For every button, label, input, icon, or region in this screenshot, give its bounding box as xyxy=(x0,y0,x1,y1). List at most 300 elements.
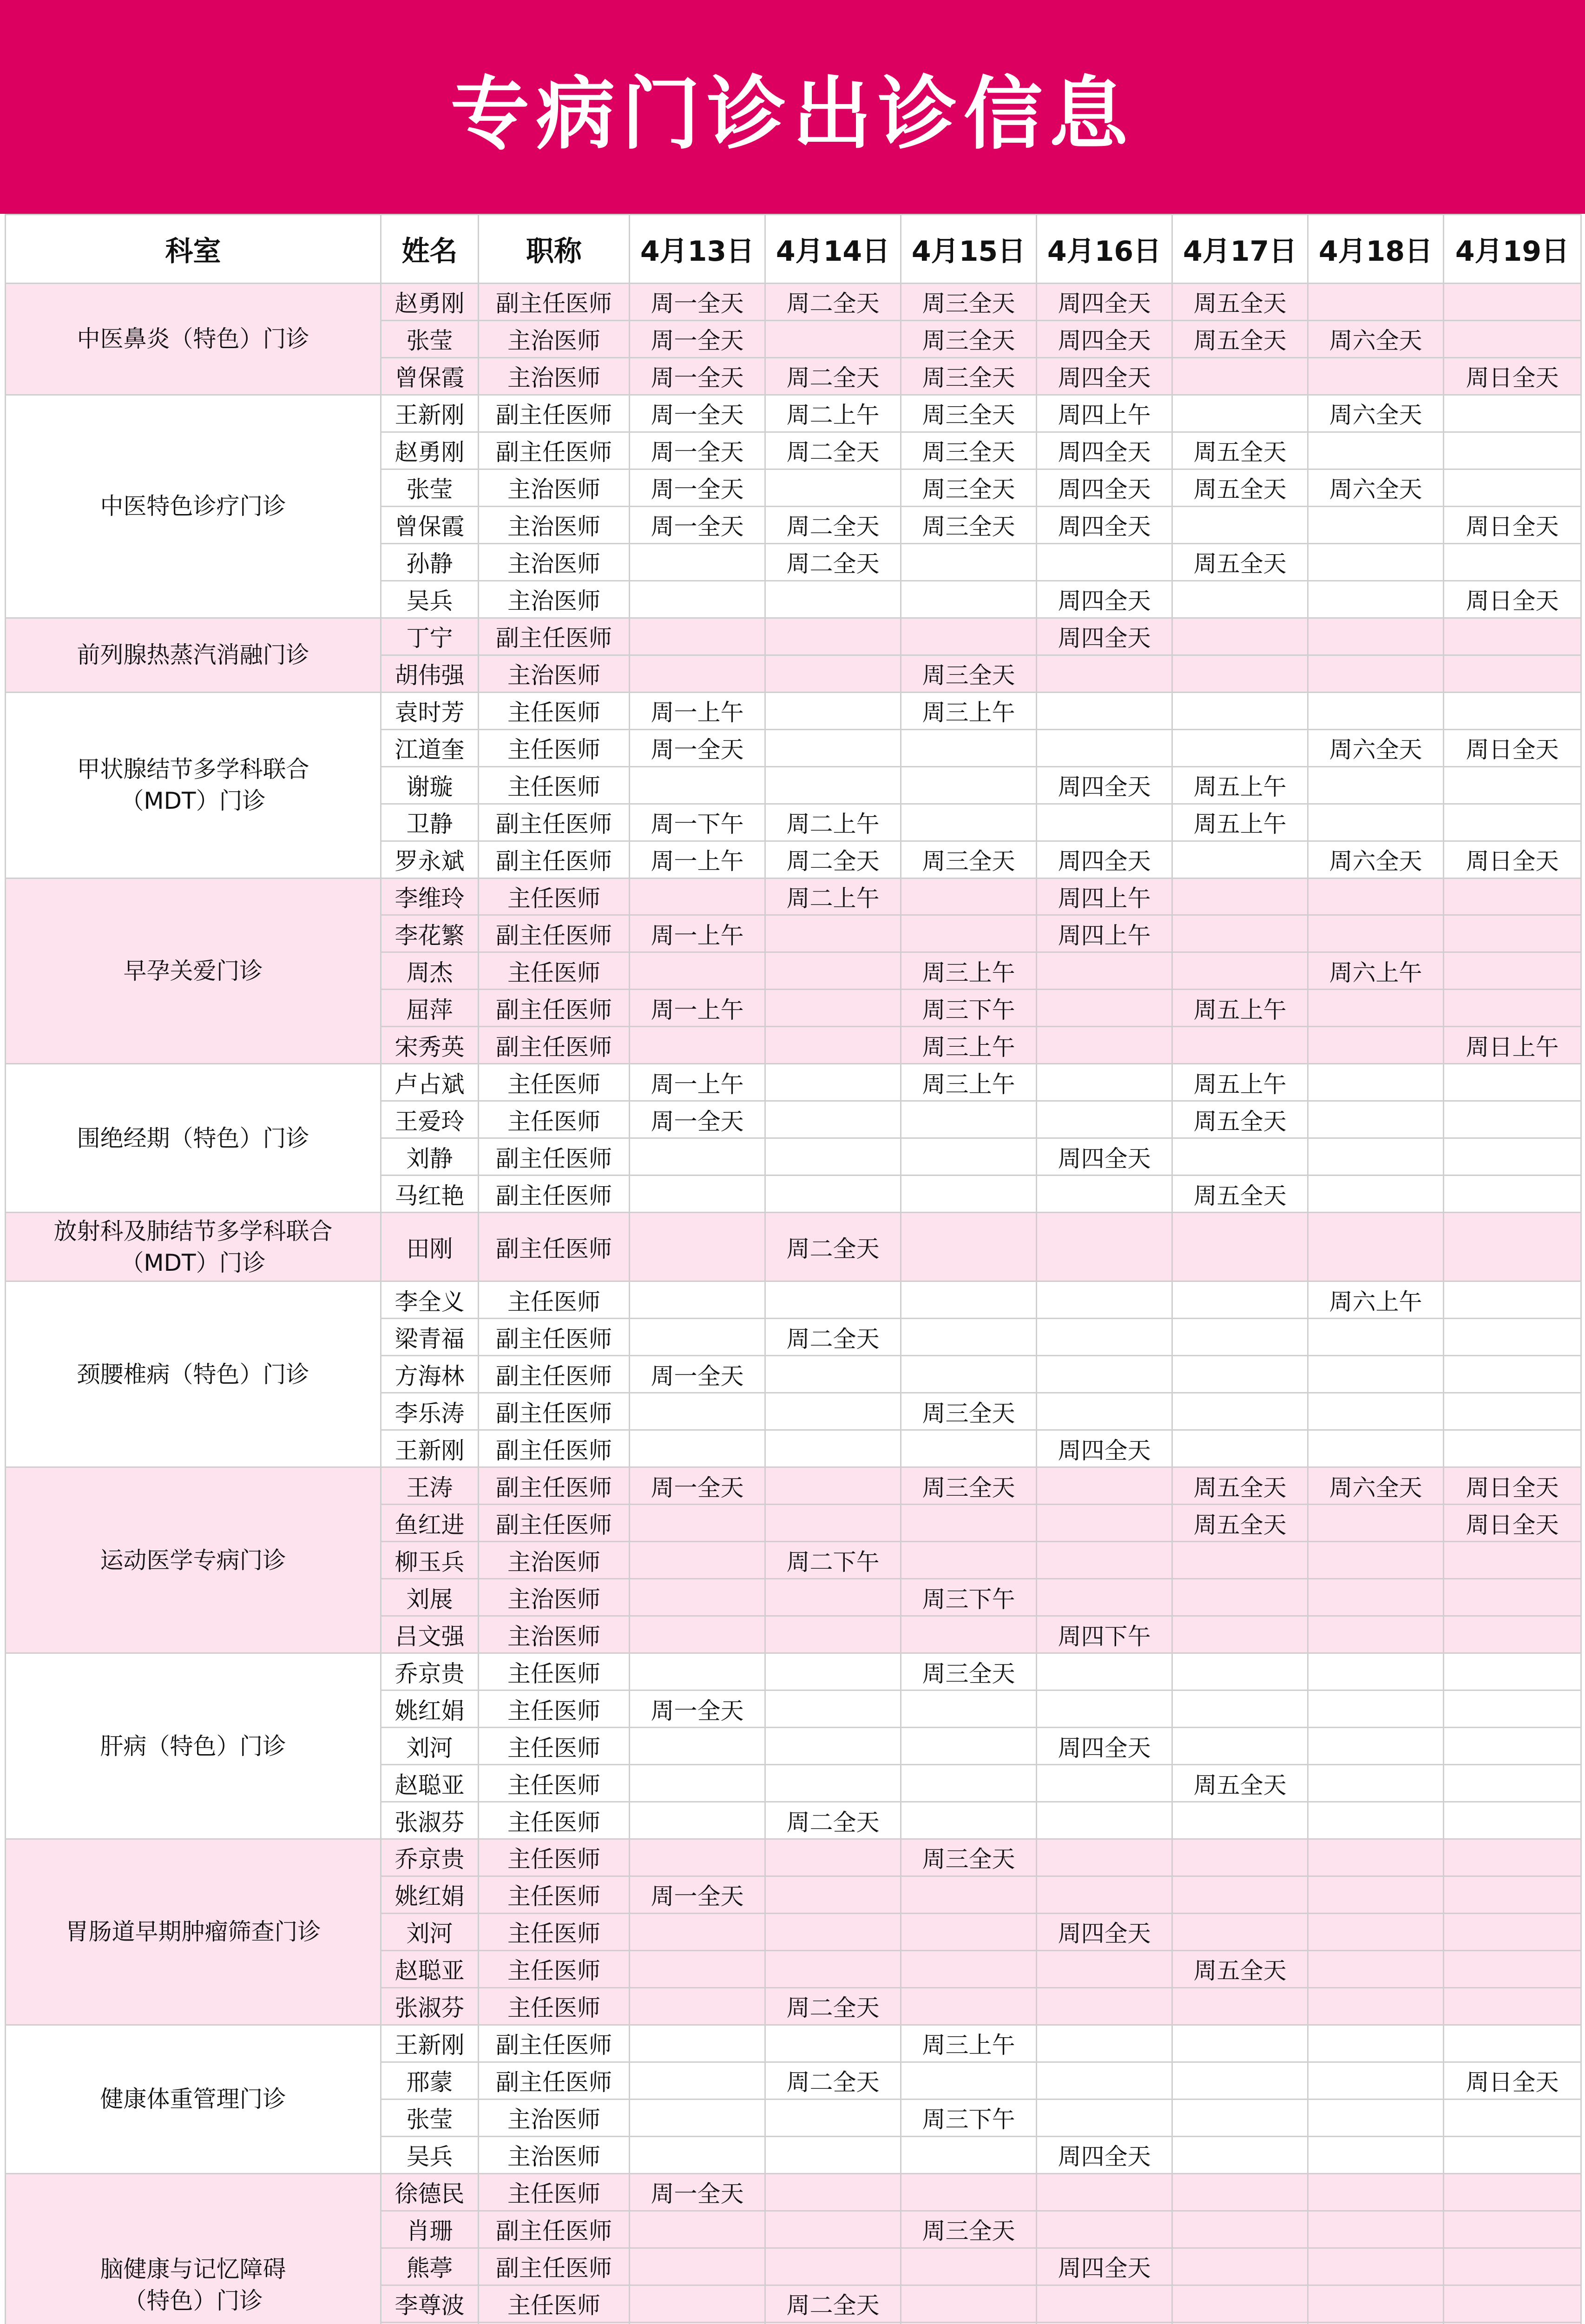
slot-cell xyxy=(630,878,765,915)
slot-cell: 周五上午 xyxy=(1172,1064,1308,1101)
doctor-title: 副主任医师 xyxy=(479,395,630,432)
slot-cell xyxy=(1037,1393,1172,1430)
slot-cell xyxy=(1037,1765,1172,1802)
slot-cell xyxy=(1444,692,1581,729)
slot-cell xyxy=(1308,284,1444,321)
slot-cell xyxy=(765,1765,901,1802)
slot-cell: 周四上午 xyxy=(1037,878,1172,915)
slot-cell xyxy=(901,1950,1037,1987)
slot-cell: 周四全天 xyxy=(1037,284,1172,321)
slot-cell: 周三全天 xyxy=(901,841,1037,878)
slot-cell: 周一上午 xyxy=(630,990,765,1027)
doctor-name: 吴兵 xyxy=(381,2136,479,2173)
doctor-name: 宋秀英 xyxy=(381,1027,479,1064)
slot-cell xyxy=(630,1802,765,1839)
slot-cell xyxy=(1172,395,1308,432)
slot-cell xyxy=(1037,804,1172,841)
slot-cell xyxy=(630,1319,765,1356)
slot-cell: 周三全天 xyxy=(901,357,1037,395)
doctor-title: 副主任医师 xyxy=(479,841,630,878)
slot-cell: 周五全天 xyxy=(1172,543,1308,581)
doctor-name: 乔京贵 xyxy=(381,1653,479,1690)
slot-cell xyxy=(901,1913,1037,1950)
slot-cell xyxy=(1444,1064,1581,1101)
slot-cell xyxy=(630,2062,765,2099)
slot-cell xyxy=(1308,1690,1444,1728)
slot-cell xyxy=(1037,1690,1172,1728)
dept-cell xyxy=(6,618,381,692)
slot-cell xyxy=(1037,1175,1172,1213)
slot-cell: 周四下午 xyxy=(1037,1616,1172,1653)
slot-cell xyxy=(901,1616,1037,1653)
slot-cell: 周一全天 xyxy=(630,1876,765,1913)
slot-cell xyxy=(630,1579,765,1616)
slot-cell xyxy=(1172,1430,1308,1467)
slot-cell xyxy=(630,1175,765,1213)
doctor-name: 赵聪亚 xyxy=(381,1765,479,1802)
slot-cell: 周一全天 xyxy=(630,729,765,766)
slot-cell xyxy=(630,1542,765,1579)
slot-cell: 周五全天 xyxy=(1172,1505,1308,1542)
slot-cell xyxy=(1444,1913,1581,1950)
slot-cell xyxy=(630,618,765,655)
slot-cell xyxy=(1308,1505,1444,1542)
slot-cell xyxy=(1308,618,1444,655)
slot-cell: 周四全天 xyxy=(1037,2136,1172,2173)
table-row xyxy=(6,2173,1581,2211)
slot-cell xyxy=(1172,357,1308,395)
slot-cell xyxy=(901,1101,1037,1138)
slot-cell: 周三下午 xyxy=(901,1579,1037,1616)
slot-cell: 周六全天 xyxy=(1308,729,1444,766)
slot-cell xyxy=(765,952,901,990)
slot-cell xyxy=(765,1027,901,1064)
slot-cell xyxy=(901,2248,1037,2285)
doctor-name: 姚红娟 xyxy=(381,1690,479,1728)
slot-cell xyxy=(1172,1319,1308,1356)
slot-cell xyxy=(765,581,901,618)
dept-cell xyxy=(6,1064,381,1213)
slot-cell: 周四全天 xyxy=(1037,506,1172,543)
doctor-name: 曾保霞 xyxy=(381,357,479,395)
slot-cell xyxy=(765,2322,901,2324)
slot-cell xyxy=(630,2211,765,2248)
slot-cell: 周三全天 xyxy=(901,1839,1037,1876)
slot-cell xyxy=(1172,506,1308,543)
slot-cell: 周二全天 xyxy=(765,543,901,581)
doctor-title: 主治医师 xyxy=(479,320,630,357)
slot-cell: 周三全天 xyxy=(901,395,1037,432)
doctor-name: 刘河 xyxy=(381,1913,479,1950)
slot-cell xyxy=(630,1281,765,1319)
slot-cell: 周四全天 xyxy=(1037,357,1172,395)
slot-cell: 周三上午 xyxy=(901,2025,1037,2062)
slot-cell xyxy=(901,2322,1037,2324)
slot-cell xyxy=(1037,655,1172,692)
slot-cell xyxy=(1308,1653,1444,1690)
slot-cell xyxy=(1444,1281,1581,1319)
slot-cell xyxy=(765,618,901,655)
slot-cell xyxy=(1444,1579,1581,1616)
slot-cell xyxy=(1308,357,1444,395)
dept-line: 颈腰椎病（特色）门诊 xyxy=(77,1360,309,1388)
slot-cell xyxy=(1444,1430,1581,1467)
slot-cell: 周日全天 xyxy=(1444,1505,1581,1542)
slot-cell xyxy=(1037,1213,1172,1281)
slot-cell xyxy=(1172,1987,1308,2025)
dept-line: 围绝经期（特色）门诊 xyxy=(77,1124,309,1152)
slot-cell xyxy=(1444,1393,1581,1430)
header-day: 4月13日 xyxy=(630,215,765,284)
slot-cell xyxy=(1308,1728,1444,1765)
slot-cell xyxy=(1172,1690,1308,1728)
slot-cell xyxy=(765,729,901,766)
slot-cell: 周日上午 xyxy=(1444,1027,1581,1064)
doctor-title: 主任医师 xyxy=(479,1839,630,1876)
doctor-title: 主任医师 xyxy=(479,2173,630,2211)
doctor-title: 副主任医师 xyxy=(479,1175,630,1213)
dept-line: 前列腺热蒸汽消融门诊 xyxy=(77,641,309,669)
slot-cell xyxy=(1444,543,1581,581)
slot-cell xyxy=(1037,2211,1172,2248)
doctor-name: 卢占斌 xyxy=(381,1064,479,1101)
slot-cell xyxy=(1444,1616,1581,1653)
doctor-title: 副主任医师 xyxy=(479,990,630,1027)
slot-cell xyxy=(1172,1839,1308,1876)
doctor-title: 副主任医师 xyxy=(479,1213,630,1281)
slot-cell xyxy=(1172,1913,1308,1950)
slot-cell: 周一全天 xyxy=(630,1356,765,1393)
slot-cell xyxy=(1172,2025,1308,2062)
slot-cell: 周三全天 xyxy=(901,284,1037,321)
slot-cell xyxy=(1308,1213,1444,1281)
doctor-title: 副主任医师 xyxy=(479,804,630,841)
slot-cell xyxy=(1037,1542,1172,1579)
slot-cell xyxy=(1444,2211,1581,2248)
slot-cell xyxy=(1308,1064,1444,1101)
doctor-name: 马红艳 xyxy=(381,1175,479,1213)
doctor-title: 主任医师 xyxy=(479,1765,630,1802)
doctor-title: 主治医师 xyxy=(479,2136,630,2173)
slot-cell: 周一全天 xyxy=(630,506,765,543)
slot-cell xyxy=(1037,2173,1172,2211)
doctor-name: 肖珊 xyxy=(381,2211,479,2248)
slot-cell xyxy=(1444,1542,1581,1579)
slot-cell xyxy=(1444,766,1581,804)
slot-cell xyxy=(901,1505,1037,1542)
slot-cell xyxy=(1308,1356,1444,1393)
slot-cell: 周五上午 xyxy=(1172,990,1308,1027)
doctor-title: 主治医师 xyxy=(479,1616,630,1653)
slot-cell xyxy=(630,581,765,618)
slot-cell: 周日全天 xyxy=(1444,506,1581,543)
slot-cell xyxy=(901,581,1037,618)
slot-cell xyxy=(630,2136,765,2173)
slot-cell xyxy=(901,1175,1037,1213)
header-title: 职称 xyxy=(479,215,630,284)
slot-cell xyxy=(1172,2285,1308,2322)
slot-cell xyxy=(1172,1876,1308,1913)
slot-cell xyxy=(765,1175,901,1213)
slot-cell xyxy=(1172,878,1308,915)
slot-cell xyxy=(765,1653,901,1690)
doctor-name: 乔京贵 xyxy=(381,1839,479,1876)
slot-cell: 周五上午 xyxy=(1172,804,1308,841)
slot-cell xyxy=(1308,2062,1444,2099)
schedule-body xyxy=(6,284,1581,2324)
slot-cell xyxy=(1037,2285,1172,2322)
slot-cell xyxy=(1444,878,1581,915)
header-day: 4月14日 xyxy=(765,215,901,284)
doctor-title: 副主任医师 xyxy=(479,915,630,952)
slot-cell: 周三上午 xyxy=(901,1064,1037,1101)
table-row xyxy=(6,2025,1581,2062)
slot-cell xyxy=(1037,1987,1172,2025)
slot-cell xyxy=(1308,1393,1444,1430)
slot-cell: 周五全天 xyxy=(1172,1765,1308,1802)
header-day: 4月17日 xyxy=(1172,215,1308,284)
doctor-name: 卫静 xyxy=(381,804,479,841)
slot-cell xyxy=(901,1690,1037,1728)
slot-cell xyxy=(1172,915,1308,952)
slot-cell: 周四全天 xyxy=(1037,618,1172,655)
table-row xyxy=(6,1839,1581,1876)
doctor-name: 周杰 xyxy=(381,952,479,990)
slot-cell xyxy=(1172,1356,1308,1393)
doctor-name: 熊葶 xyxy=(381,2248,479,2285)
slot-cell: 周一全天 xyxy=(630,1690,765,1728)
slot-cell: 周二全天 xyxy=(765,1319,901,1356)
slot-cell xyxy=(765,1356,901,1393)
slot-cell xyxy=(1444,952,1581,990)
slot-cell xyxy=(1308,878,1444,915)
slot-cell: 周四上午 xyxy=(1037,915,1172,952)
doctor-name: 谢璇 xyxy=(381,766,479,804)
slot-cell xyxy=(630,1950,765,1987)
slot-cell: 周一全天 xyxy=(630,284,765,321)
slot-cell: 周日全天 xyxy=(1444,2062,1581,2099)
dept-line: 运动医学专病门诊 xyxy=(100,1546,286,1574)
doctor-name: 邢蒙 xyxy=(381,2062,479,2099)
slot-cell xyxy=(901,915,1037,952)
slot-cell: 周二上午 xyxy=(765,804,901,841)
slot-cell: 周三全天 xyxy=(901,432,1037,469)
slot-cell xyxy=(1444,320,1581,357)
slot-cell: 周一全天 xyxy=(630,1467,765,1505)
slot-cell xyxy=(765,1839,901,1876)
slot-cell: 周四全天 xyxy=(1037,432,1172,469)
slot-cell xyxy=(1308,1987,1444,2025)
doctor-title: 主治医师 xyxy=(479,543,630,581)
header-day: 4月18日 xyxy=(1308,215,1444,284)
slot-cell xyxy=(1172,1138,1308,1175)
slot-cell xyxy=(1308,1950,1444,1987)
doctor-name: 王新刚 xyxy=(381,395,479,432)
slot-cell xyxy=(1308,1913,1444,1950)
slot-cell: 周六全天 xyxy=(1308,1467,1444,1505)
doctor-title: 主任医师 xyxy=(479,2285,630,2322)
slot-cell xyxy=(630,952,765,990)
slot-cell xyxy=(901,1987,1037,2025)
doctor-title: 主任医师 xyxy=(479,1987,630,2025)
slot-cell xyxy=(1308,1802,1444,1839)
slot-cell: 周四全天 xyxy=(1037,469,1172,506)
doctor-name: 王新刚 xyxy=(381,2025,479,2062)
slot-cell: 周四全天 xyxy=(1037,1138,1172,1175)
slot-cell xyxy=(1172,2173,1308,2211)
slot-cell xyxy=(1308,2322,1444,2324)
slot-cell xyxy=(1172,1281,1308,1319)
slot-cell: 周四全天 xyxy=(1037,1728,1172,1765)
doctor-name: 王爱玲 xyxy=(381,1101,479,1138)
slot-cell xyxy=(765,766,901,804)
slot-cell: 周六上午 xyxy=(1308,952,1444,990)
doctor-name: 曾保霞 xyxy=(381,506,479,543)
slot-cell xyxy=(765,1950,901,1987)
slot-cell xyxy=(630,1653,765,1690)
slot-cell xyxy=(1172,2248,1308,2285)
slot-cell: 周二全天 xyxy=(765,1987,901,2025)
slot-cell xyxy=(1037,2062,1172,2099)
doctor-title: 主治医师 xyxy=(479,581,630,618)
slot-cell xyxy=(1172,618,1308,655)
doctor-name: 张淑芬 xyxy=(381,1802,479,1839)
doctor-name: 吕文强 xyxy=(381,1616,479,1653)
table-row xyxy=(6,395,1581,432)
dept-line: 甲状腺结节多学科联合 xyxy=(77,756,309,783)
slot-cell xyxy=(901,2173,1037,2211)
doctor-name: 梁青福 xyxy=(381,1319,479,1356)
slot-cell xyxy=(630,1913,765,1950)
doctor-title: 副主任医师 xyxy=(479,284,630,321)
slot-cell xyxy=(765,990,901,1027)
slot-cell xyxy=(765,1064,901,1101)
slot-cell xyxy=(765,1913,901,1950)
dept-cell xyxy=(6,284,381,395)
doctor-name: 丁宁 xyxy=(381,618,479,655)
title-banner xyxy=(0,0,1585,214)
slot-cell xyxy=(1037,1467,1172,1505)
slot-cell: 周二全天 xyxy=(765,284,901,321)
slot-cell xyxy=(1308,2099,1444,2136)
slot-cell xyxy=(1308,2173,1444,2211)
slot-cell xyxy=(1172,2322,1308,2324)
slot-cell xyxy=(901,618,1037,655)
slot-cell: 周二全天 xyxy=(765,1213,901,1281)
header-day: 4月19日 xyxy=(1444,215,1581,284)
slot-cell: 周日全天 xyxy=(1444,581,1581,618)
doctor-title: 副主任医师 xyxy=(479,2248,630,2285)
slot-cell: 周日全天 xyxy=(1444,841,1581,878)
slot-cell xyxy=(1308,766,1444,804)
slot-cell xyxy=(1037,2025,1172,2062)
slot-cell: 周四全天 xyxy=(1037,1430,1172,1467)
slot-cell xyxy=(1444,1213,1581,1281)
slot-cell xyxy=(1444,1728,1581,1765)
slot-cell: 周二上午 xyxy=(765,395,901,432)
slot-cell xyxy=(765,1281,901,1319)
doctor-title: 副主任医师 xyxy=(479,1027,630,1064)
slot-cell: 周一全天 xyxy=(630,320,765,357)
slot-cell: 周二全天 xyxy=(765,357,901,395)
slot-cell xyxy=(1308,804,1444,841)
slot-cell xyxy=(1172,952,1308,990)
slot-cell xyxy=(1172,1616,1308,1653)
slot-cell: 周四全天 xyxy=(1037,841,1172,878)
slot-cell xyxy=(901,1802,1037,1839)
slot-cell xyxy=(1308,2025,1444,2062)
slot-cell xyxy=(1444,990,1581,1027)
slot-cell xyxy=(1172,2099,1308,2136)
slot-cell: 周日全天 xyxy=(1444,729,1581,766)
slot-cell: 周二上午 xyxy=(765,878,901,915)
dept-cell xyxy=(6,1213,381,1281)
slot-cell: 周五全天 xyxy=(1172,469,1308,506)
slot-cell: 周一全天 xyxy=(630,469,765,506)
slot-cell xyxy=(901,1765,1037,1802)
slot-cell: 周六上午 xyxy=(1308,1281,1444,1319)
slot-cell: 周一全天 xyxy=(630,1101,765,1138)
slot-cell xyxy=(630,1138,765,1175)
slot-cell xyxy=(901,878,1037,915)
doctor-name: 李全义 xyxy=(381,1281,479,1319)
doctor-name: 江道奎 xyxy=(381,729,479,766)
doctor-name: 王涛 xyxy=(381,1467,479,1505)
slot-cell xyxy=(1172,581,1308,618)
slot-cell xyxy=(630,1616,765,1653)
slot-cell: 周三全天 xyxy=(901,655,1037,692)
slot-cell xyxy=(1444,655,1581,692)
doctor-title: 主治医师 xyxy=(479,1542,630,1579)
slot-cell xyxy=(1308,432,1444,469)
slot-cell xyxy=(1308,692,1444,729)
dept-cell xyxy=(6,1653,381,1839)
slot-cell: 周一全天 xyxy=(630,432,765,469)
slot-cell xyxy=(630,1393,765,1430)
slot-cell: 周二全天 xyxy=(765,841,901,878)
slot-cell: 周六全天 xyxy=(1308,320,1444,357)
slot-cell xyxy=(1444,2322,1581,2324)
doctor-title: 主任医师 xyxy=(479,692,630,729)
doctor-name xyxy=(381,2322,479,2324)
doctor-title: 副主任医师 xyxy=(479,1467,630,1505)
slot-cell: 周六全天 xyxy=(1308,469,1444,506)
slot-cell xyxy=(630,1728,765,1765)
dept-cell xyxy=(6,395,381,618)
doctor-name: 赵勇刚 xyxy=(381,432,479,469)
doctor-title: 副主任医师 xyxy=(479,432,630,469)
slot-cell: 周四全天 xyxy=(1037,2248,1172,2285)
slot-cell xyxy=(1308,2248,1444,2285)
doctor-title: 副主任医师 xyxy=(479,1138,630,1175)
slot-cell xyxy=(1308,2136,1444,2173)
slot-cell xyxy=(901,766,1037,804)
doctor-title: 主治医师 xyxy=(479,469,630,506)
slot-cell xyxy=(1444,1653,1581,1690)
slot-cell: 周四上午 xyxy=(1037,395,1172,432)
slot-cell xyxy=(1172,1728,1308,1765)
slot-cell xyxy=(630,2322,765,2324)
dept-cell xyxy=(6,878,381,1064)
slot-cell xyxy=(1037,543,1172,581)
table-row xyxy=(6,1213,1581,1281)
slot-cell xyxy=(765,2099,901,2136)
table-row xyxy=(6,692,1581,729)
slot-cell xyxy=(1444,2173,1581,2211)
dept-line: 中医鼻炎（特色）门诊 xyxy=(77,325,309,353)
slot-cell xyxy=(901,1542,1037,1579)
slot-cell xyxy=(1172,2062,1308,2099)
